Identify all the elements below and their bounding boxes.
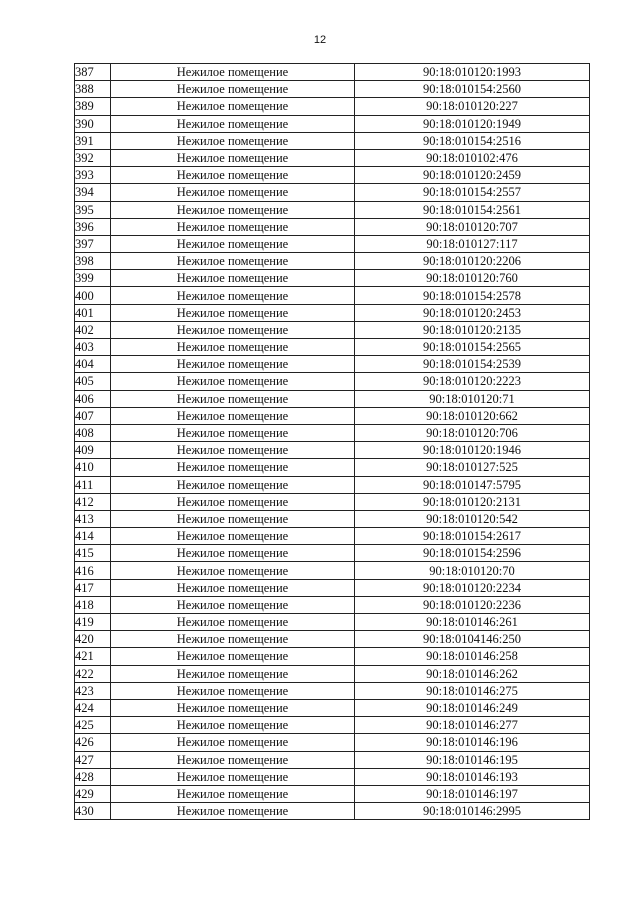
cadastral-number-cell: 90:18:010127:117 bbox=[355, 235, 590, 252]
cadastral-number-cell: 90:18:010120:706 bbox=[355, 424, 590, 441]
cadastral-number-cell: 90:18:010120:1949 bbox=[355, 115, 590, 132]
row-number-cell: 393 bbox=[75, 167, 111, 184]
cadastral-number-cell: 90:18:010120:227 bbox=[355, 98, 590, 115]
cadastral-number-cell: 90:18:010120:2223 bbox=[355, 373, 590, 390]
table-row bbox=[75, 81, 590, 98]
cadastral-number-cell: 90:18:010120:1993 bbox=[355, 64, 590, 81]
cadastral-number-cell: 90:18:010146:249 bbox=[355, 699, 590, 716]
row-number-cell: 414 bbox=[75, 528, 111, 545]
row-number-cell: 421 bbox=[75, 648, 111, 665]
cadastral-number-cell: 90:18:010120:760 bbox=[355, 270, 590, 287]
property-type-cell: Нежилое помещение bbox=[111, 339, 355, 356]
row-number-cell: 401 bbox=[75, 304, 111, 321]
property-type-cell: Нежилое помещение bbox=[111, 184, 355, 201]
cadastral-number-cell: 90:18:010120:2206 bbox=[355, 253, 590, 270]
property-type-cell: Нежилое помещение bbox=[111, 717, 355, 734]
cadastral-number-cell: 90:18:010154:2596 bbox=[355, 545, 590, 562]
property-type-cell: Нежилое помещение bbox=[111, 218, 355, 235]
row-number-cell: 422 bbox=[75, 665, 111, 682]
row-number-cell: 402 bbox=[75, 321, 111, 338]
property-type-cell: Нежилое помещение bbox=[111, 648, 355, 665]
table-row bbox=[75, 785, 590, 802]
property-type-cell: Нежилое помещение bbox=[111, 321, 355, 338]
property-type-cell: Нежилое помещение bbox=[111, 768, 355, 785]
cadastral-number-cell: 90:18:010154:2516 bbox=[355, 132, 590, 149]
table-row bbox=[75, 493, 590, 510]
table-row bbox=[75, 64, 590, 81]
row-number-cell: 429 bbox=[75, 785, 111, 802]
row-number-cell: 394 bbox=[75, 184, 111, 201]
property-type-cell: Нежилое помещение bbox=[111, 803, 355, 820]
table-row bbox=[75, 476, 590, 493]
property-type-cell: Нежилое помещение bbox=[111, 442, 355, 459]
property-type-cell: Нежилое помещение bbox=[111, 459, 355, 476]
row-number-cell: 426 bbox=[75, 734, 111, 751]
table-row bbox=[75, 665, 590, 682]
property-table bbox=[74, 63, 590, 820]
row-number-cell: 400 bbox=[75, 287, 111, 304]
table-row bbox=[75, 545, 590, 562]
row-number-cell: 398 bbox=[75, 253, 111, 270]
table-row bbox=[75, 201, 590, 218]
row-number-cell: 427 bbox=[75, 751, 111, 768]
table-row bbox=[75, 424, 590, 441]
cadastral-number-cell: 90:18:010120:71 bbox=[355, 390, 590, 407]
cadastral-number-cell: 90:18:010154:2557 bbox=[355, 184, 590, 201]
property-type-cell: Нежилое помещение bbox=[111, 579, 355, 596]
cadastral-number-cell: 90:18:010120:2234 bbox=[355, 579, 590, 596]
property-type-cell: Нежилое помещение bbox=[111, 424, 355, 441]
property-type-cell: Нежилое помещение bbox=[111, 785, 355, 802]
cadastral-number-cell: 90:18:010120:70 bbox=[355, 562, 590, 579]
table-row bbox=[75, 614, 590, 631]
table-row bbox=[75, 218, 590, 235]
table-row bbox=[75, 253, 590, 270]
property-type-cell: Нежилое помещение bbox=[111, 132, 355, 149]
table-row bbox=[75, 304, 590, 321]
row-number-cell: 416 bbox=[75, 562, 111, 579]
cadastral-number-cell: 90:18:010146:196 bbox=[355, 734, 590, 751]
table-row bbox=[75, 167, 590, 184]
property-type-cell: Нежилое помещение bbox=[111, 304, 355, 321]
row-number-cell: 388 bbox=[75, 81, 111, 98]
cadastral-number-cell: 90:18:010146:261 bbox=[355, 614, 590, 631]
row-number-cell: 392 bbox=[75, 149, 111, 166]
property-type-cell: Нежилое помещение bbox=[111, 81, 355, 98]
table-row bbox=[75, 734, 590, 751]
property-type-cell: Нежилое помещение bbox=[111, 235, 355, 252]
row-number-cell: 412 bbox=[75, 493, 111, 510]
table-row bbox=[75, 510, 590, 527]
table-row bbox=[75, 184, 590, 201]
table-row bbox=[75, 768, 590, 785]
row-number-cell: 430 bbox=[75, 803, 111, 820]
property-type-cell: Нежилое помещение bbox=[111, 562, 355, 579]
row-number-cell: 423 bbox=[75, 682, 111, 699]
row-number-cell: 403 bbox=[75, 339, 111, 356]
row-number-cell: 408 bbox=[75, 424, 111, 441]
cadastral-number-cell: 90:18:010154:2539 bbox=[355, 356, 590, 373]
property-type-cell: Нежилое помещение bbox=[111, 493, 355, 510]
table-row bbox=[75, 321, 590, 338]
cadastral-number-cell: 90:18:010146:262 bbox=[355, 665, 590, 682]
property-type-cell: Нежилое помещение bbox=[111, 373, 355, 390]
table-row bbox=[75, 149, 590, 166]
row-number-cell: 417 bbox=[75, 579, 111, 596]
row-number-cell: 418 bbox=[75, 596, 111, 613]
property-type-cell: Нежилое помещение bbox=[111, 528, 355, 545]
table-row bbox=[75, 717, 590, 734]
table-row bbox=[75, 579, 590, 596]
row-number-cell: 407 bbox=[75, 407, 111, 424]
row-number-cell: 389 bbox=[75, 98, 111, 115]
cadastral-number-cell: 90:18:010146:258 bbox=[355, 648, 590, 665]
cadastral-number-cell: 90:18:010146:197 bbox=[355, 785, 590, 802]
property-type-cell: Нежилое помещение bbox=[111, 356, 355, 373]
property-type-cell: Нежилое помещение bbox=[111, 682, 355, 699]
cadastral-number-cell: 90:18:010154:2617 bbox=[355, 528, 590, 545]
property-type-cell: Нежилое помещение bbox=[111, 64, 355, 81]
cadastral-number-cell: 90:18:010154:2565 bbox=[355, 339, 590, 356]
cadastral-number-cell: 90:18:010154:2578 bbox=[355, 287, 590, 304]
table-row bbox=[75, 596, 590, 613]
table-row bbox=[75, 699, 590, 716]
table-row bbox=[75, 682, 590, 699]
table-row bbox=[75, 751, 590, 768]
property-type-cell: Нежилое помещение bbox=[111, 751, 355, 768]
row-number-cell: 395 bbox=[75, 201, 111, 218]
row-number-cell: 396 bbox=[75, 218, 111, 235]
cadastral-number-cell: 90:18:010154:2560 bbox=[355, 81, 590, 98]
property-table-body bbox=[75, 64, 590, 820]
row-number-cell: 404 bbox=[75, 356, 111, 373]
table-row bbox=[75, 459, 590, 476]
cadastral-number-cell: 90:18:010120:662 bbox=[355, 407, 590, 424]
row-number-cell: 415 bbox=[75, 545, 111, 562]
page-number: 12 bbox=[313, 34, 327, 46]
cadastral-number-cell: 90:18:010146:195 bbox=[355, 751, 590, 768]
cadastral-number-cell: 90:18:010146:2995 bbox=[355, 803, 590, 820]
property-type-cell: Нежилое помещение bbox=[111, 699, 355, 716]
property-type-cell: Нежилое помещение bbox=[111, 253, 355, 270]
row-number-cell: 397 bbox=[75, 235, 111, 252]
row-number-cell: 405 bbox=[75, 373, 111, 390]
cadastral-number-cell: 90:18:010120:2135 bbox=[355, 321, 590, 338]
row-number-cell: 413 bbox=[75, 510, 111, 527]
table-row bbox=[75, 373, 590, 390]
cadastral-number-cell: 90:18:010147:5795 bbox=[355, 476, 590, 493]
cadastral-number-cell: 90:18:010120:542 bbox=[355, 510, 590, 527]
property-type-cell: Нежилое помещение bbox=[111, 167, 355, 184]
cadastral-number-cell: 90:18:010120:2459 bbox=[355, 167, 590, 184]
table-row bbox=[75, 132, 590, 149]
cadastral-number-cell: 90:18:0104146:250 bbox=[355, 631, 590, 648]
table-row bbox=[75, 287, 590, 304]
table-row bbox=[75, 356, 590, 373]
row-number-cell: 399 bbox=[75, 270, 111, 287]
cadastral-number-cell: 90:18:010146:275 bbox=[355, 682, 590, 699]
table-row bbox=[75, 528, 590, 545]
table-row bbox=[75, 407, 590, 424]
table-row bbox=[75, 390, 590, 407]
row-number-cell: 390 bbox=[75, 115, 111, 132]
row-number-cell: 409 bbox=[75, 442, 111, 459]
property-type-cell: Нежилое помещение bbox=[111, 390, 355, 407]
row-number-cell: 391 bbox=[75, 132, 111, 149]
table-row bbox=[75, 115, 590, 132]
table-row bbox=[75, 270, 590, 287]
table-row bbox=[75, 562, 590, 579]
table-row bbox=[75, 631, 590, 648]
property-type-cell: Нежилое помещение bbox=[111, 510, 355, 527]
cadastral-number-cell: 90:18:010120:2236 bbox=[355, 596, 590, 613]
cadastral-number-cell: 90:18:010102:476 bbox=[355, 149, 590, 166]
table-row bbox=[75, 803, 590, 820]
table-row bbox=[75, 442, 590, 459]
property-type-cell: Нежилое помещение bbox=[111, 545, 355, 562]
cadastral-number-cell: 90:18:010120:707 bbox=[355, 218, 590, 235]
table-row bbox=[75, 98, 590, 115]
cadastral-number-cell: 90:18:010146:277 bbox=[355, 717, 590, 734]
property-type-cell: Нежилое помещение bbox=[111, 149, 355, 166]
property-type-cell: Нежилое помещение bbox=[111, 98, 355, 115]
row-number-cell: 411 bbox=[75, 476, 111, 493]
property-type-cell: Нежилое помещение bbox=[111, 665, 355, 682]
row-number-cell: 420 bbox=[75, 631, 111, 648]
cadastral-number-cell: 90:18:010120:2131 bbox=[355, 493, 590, 510]
property-type-cell: Нежилое помещение bbox=[111, 115, 355, 132]
cadastral-number-cell: 90:18:010146:193 bbox=[355, 768, 590, 785]
cadastral-number-cell: 90:18:010127:525 bbox=[355, 459, 590, 476]
table-row bbox=[75, 339, 590, 356]
property-type-cell: Нежилое помещение bbox=[111, 270, 355, 287]
property-type-cell: Нежилое помещение bbox=[111, 287, 355, 304]
row-number-cell: 424 bbox=[75, 699, 111, 716]
property-type-cell: Нежилое помещение bbox=[111, 614, 355, 631]
property-type-cell: Нежилое помещение bbox=[111, 596, 355, 613]
property-type-cell: Нежилое помещение bbox=[111, 734, 355, 751]
row-number-cell: 419 bbox=[75, 614, 111, 631]
table-row bbox=[75, 235, 590, 252]
row-number-cell: 387 bbox=[75, 64, 111, 81]
cadastral-number-cell: 90:18:010120:2453 bbox=[355, 304, 590, 321]
property-type-cell: Нежилое помещение bbox=[111, 476, 355, 493]
row-number-cell: 406 bbox=[75, 390, 111, 407]
row-number-cell: 428 bbox=[75, 768, 111, 785]
property-type-cell: Нежилое помещение bbox=[111, 631, 355, 648]
table-row bbox=[75, 648, 590, 665]
row-number-cell: 410 bbox=[75, 459, 111, 476]
property-type-cell: Нежилое помещение bbox=[111, 201, 355, 218]
cadastral-number-cell: 90:18:010120:1946 bbox=[355, 442, 590, 459]
property-type-cell: Нежилое помещение bbox=[111, 407, 355, 424]
row-number-cell: 425 bbox=[75, 717, 111, 734]
cadastral-number-cell: 90:18:010154:2561 bbox=[355, 201, 590, 218]
